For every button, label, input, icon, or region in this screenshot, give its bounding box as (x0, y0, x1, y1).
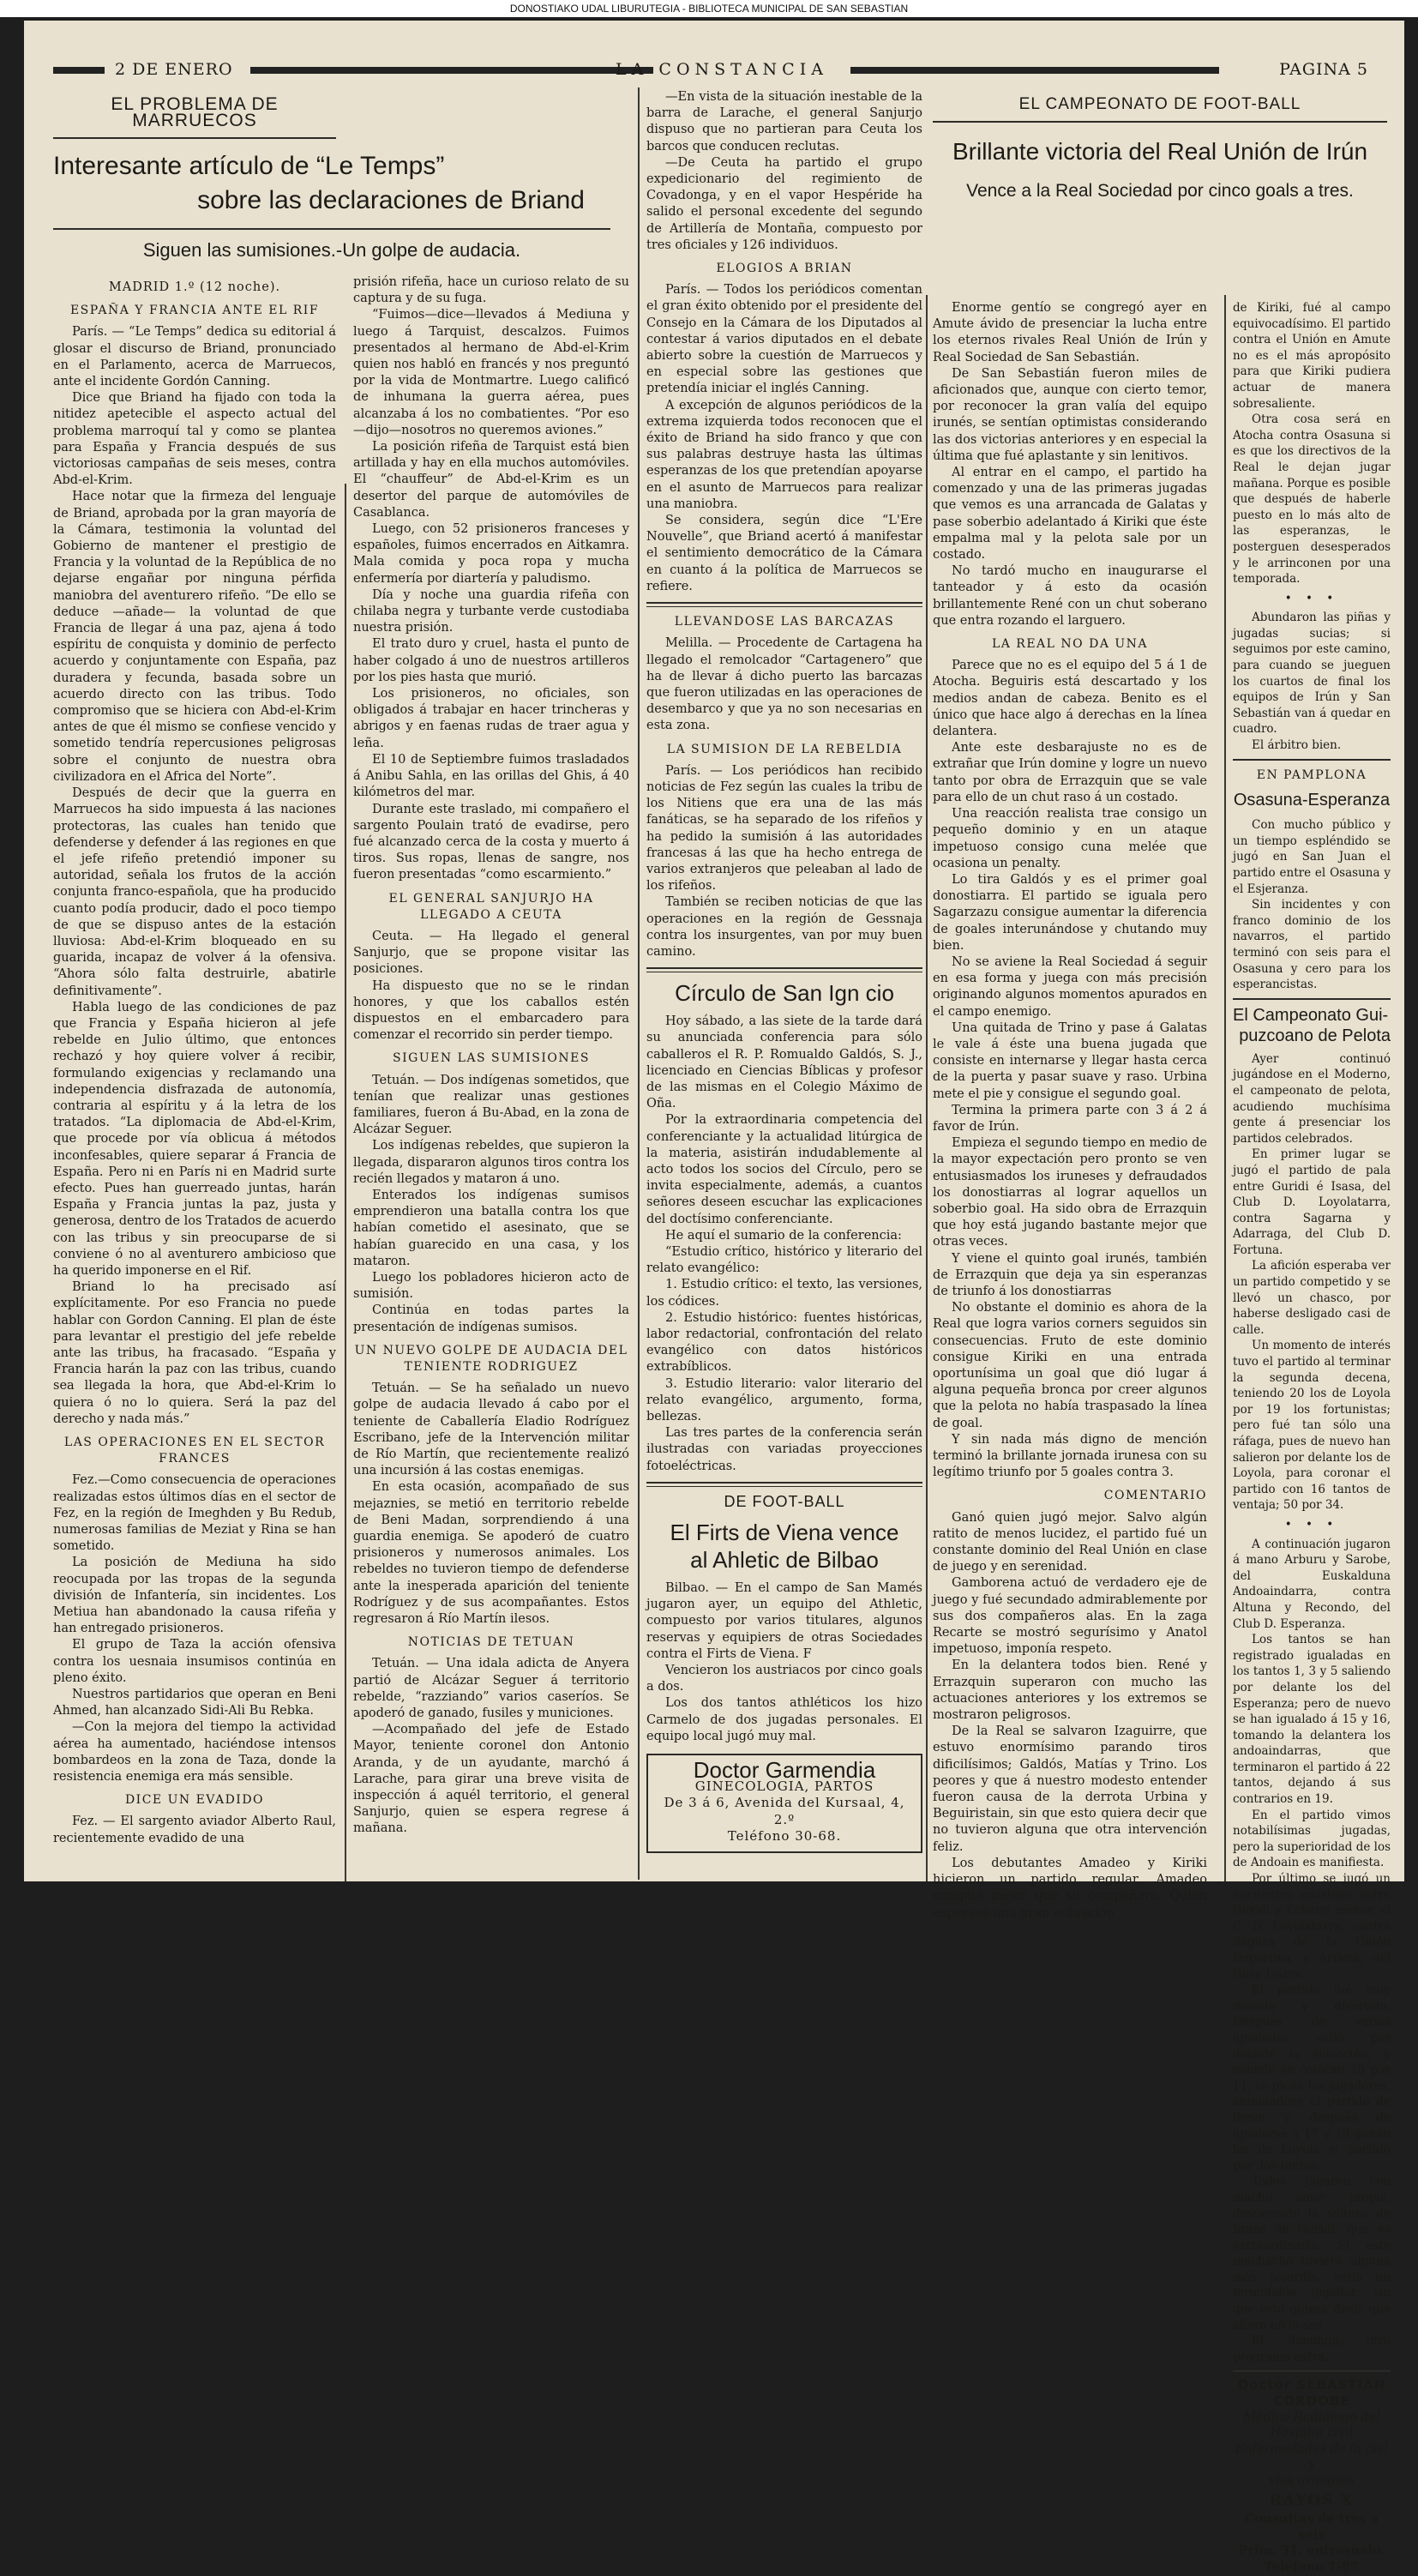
column-1 (53, 274, 336, 1873)
paragraph: El trato duro y cruel, hasta el punto de haber colgado á uno de nuestros artilleros por los pies hasta que murió. (353, 637, 629, 684)
paragraph: Todos jugaron con mucho amor propio, destacando la soltura de brazo de Guridi, que es extraordinaria. Si este muchacho tuviera alguna más picardía, sería un formidable jugador, sin que esto quiera decir que ahora no lo sea. (1233, 2175, 1391, 2332)
paragraph: Enterados los indígenas sumisos emprendieron una batalla contra los que habían cometido el asesinato, que se habían guarecido en una casa, y los mataron. (353, 1188, 629, 1268)
paragraph: “Estudio crítico, histórico y literario del relato evangélico: (646, 1245, 922, 1276)
paragraph: El partido fué muy movido y divertido. Después de varias igualadas salió por delante la selección, y cuando se colocan 16 por 11, se pican los jugadores, animándose el partido de lleno; y después de igualarse á 17 y 18 ganan los de Loyola el partido por dos tantos. (1233, 1983, 1391, 2173)
paragraph: prisión rifeña, hace un curioso relato de su captura y de su fuga. (353, 275, 629, 306)
subheading: LLEVANDOSE LAS BARCAZAS (674, 615, 895, 629)
paragraph: Briand lo ha precisado así explícitamente. Por eso Francia no puede hablar con Gordon Canning. El plan de éste para levantar el prestigio del jefe rebelde ante las tribus, ha fracasado. “España y Francia harán la paz con las tribus, cuando sea llegada la hora, que Abd-el-Krim lo quiera ó no lo quiera. Será la paz del derecho y nada más.” (53, 1280, 336, 1426)
paragraph: Tetuán. — Dos indígenas sometidos, que tenían que realizar unas gestiones familiares, fueron á Bu-Abad, en la zona de Alcázar Seguer. (353, 1073, 629, 1137)
paragraph: No tardó mucho en inaugurarse el tanteador y á esto da ocasión brillantemente René con un chut soberano que entra rozando el larguero. (933, 564, 1207, 628)
section-title: EL PROBLEMA DE MARRUECOS (111, 94, 279, 131)
paragraph: La posición de Mediuna ha sido reocupada por las tropas de la segunda división de Infantería, sin incidentes. Los Metiua han abandonado la causa rifeña y han entregado prisioneros. (53, 1556, 336, 1636)
paragraph: Enorme gentío se congregó ayer en Amute ávido de presenciar la lucha entre los eternos rivales Real Unión de Irún y Real Sociedad de San Sebastián. (933, 301, 1207, 364)
subheading: COMENTARIO (1103, 1489, 1207, 1503)
subheading: ELOGIOS A BRIAN (716, 262, 853, 276)
paragraph: Ceuta. — Ha llegado el general Sanjurjo, que se propone visitar las posiciones. (353, 929, 629, 977)
paragraph: Melilla. — Procedente de Cartagena ha llegado el remolcador “Cartagenero” que ha de llevar á dicho puerto las barcazas que fueron utilizadas en las operaciones de desembarco y que ya no son necesarias en esta zona. (646, 636, 922, 733)
osasuna-headline: Osasuna-Esperanza (1233, 791, 1391, 810)
column-rule (1224, 295, 1226, 1881)
paragraph: Fez.—Como consecuencia de operaciones realizadas estos últimos días en el sector de Fez, en la región de Imeghden y Bu Redub, numerosas familias de Meziat y Rina se han sometido. (53, 1473, 336, 1554)
paragraph: Vencieron los austriacos por cinco goals a dos. (646, 1664, 922, 1694)
paragraph: Por la extraordinaria competencia del conferenciante y la actualidad litúrgica de la materia, asistirán indudablemente al acto todos los socios del Círculo, pero se invita especialmente, además, a cuantos señores deseen escuchar las explicaciones del doctísimo conferenciante. (646, 1113, 922, 1226)
paragraph: 2. Estudio histórico: fuentes históricas, labor redactorial, confrontación del relato evangélico con datos históricos extrabíblicos. (646, 1310, 922, 1375)
divider (646, 1482, 922, 1487)
paragraph: A excepción de algunos periódicos de la extrema izquierda todos reconocen que el éxito de Briand ha sido franco y que con sus palabras destruye hasta las últimas esperanzas de los que pretendían apoyarse en el asunto de Marruecos para realizar una maniobra. (646, 398, 922, 511)
ad-rayos: RAYOS X (1269, 2491, 1355, 2509)
paragraph: Bilbao. — En el campo de San Mamés jugaron ayer, un equipo del Athletic, compuesto por varios titulares, algunos reservas y equipiers de otras Sociedades contra el Firts de Viena. F (646, 1581, 922, 1661)
paragraph: Abundaron las piñas y jugadas sucias; si seguimos por este camino, para cuando se jueguen los cuartos de final los equipos de Irún y San Sebastián van á quedar en cuadro. (1233, 611, 1391, 737)
masthead-date: 2 DE ENERO (115, 60, 233, 79)
paragraph: En el partido vimos notabilísimas jugadas, pero la superioridad de los de Andoain es manifiesta. (1233, 1808, 1391, 1870)
ad-line: Enfermedades de la piel y (1235, 2441, 1389, 2472)
firts-headline-line1: El Firts de Viena vence (670, 1520, 899, 1546)
paragraph: 1. Estudio crítico: el texto, las versiones, los códices. (646, 1278, 922, 1309)
paragraph: Ganó quien jugó mejor. Salvo algún ratito de menos lucidez, el partido fué un constante dominio del Real Unión en clase de juego y en serenidad. (933, 1510, 1207, 1574)
ad-name: Doctor SEBASTIAN CORDOBE (1237, 2377, 1386, 2410)
masthead-rule (850, 67, 1219, 74)
paragraph: “Fuimos—dice—llevados á Mediuna y luego á Tarquist, descalzos. Fuimos presentados al hermano de Abd-el-Krim quien nos habló en francés y nos preguntó por la vida de Montmartre. Luego calificó de inhumana la guerra aérea, pues alcanzaba á los no combatientes. “Por eso—dijo—nosotros no queremos aviones.” (353, 308, 629, 437)
paragraph: Tetuán. — Una idala adicta de Anyera partió de Alcázar Seguer á territorio rebelde, “razziando” varios caseríos. Se apoderó de ganado, fusiles y municiones. (353, 1657, 629, 1721)
paragraph: Una reacción realista trae consigo un pequeño dominio y en un ataque impetuoso consigo cuna melée que ocasiona un penalty. (933, 807, 1207, 870)
paragraph: Otra cosa será en Atocha contra Osasuna si es que los directivos de la Real le dejan jugar mañana. Porque es posible que después de haberle puesto en lo más alto de las esperanzas, le posterguen desesperados y le arrinconen por una temporada. (1233, 412, 1391, 587)
paragraph: En esta ocasión, acompañado de sus mejaznies, se metió en territorio rebelde de Beni Madan, sorprendiendo á una guardia enemiga. Se apoderó de cuatro prisioneros y numerosos animales. Los rebeldes no tuvieron tiempo de defenderse ante la inesperada aparición del teniente Rodríguez y de sus acompañantes. Estos regresaron á Río Martín ilesos. (353, 1480, 629, 1627)
paragraph: Ayer continuó jugándose en el Moderno, el campeonato de pelota, acudiendo muchísima gente á presenciar los partidos celebrados. (1233, 1051, 1391, 1146)
paragraph: He aquí el sumario de la conferencia: (665, 1228, 902, 1243)
paragraph: Con mucho público y un tiempo espléndido se jugó en San Juan el partido entre el Osasuna y el Esjeranza. (1233, 818, 1391, 896)
masthead (53, 58, 1391, 84)
paragraph: Después de decir que la guerra en Marruecos ha sido impuesta á las naciones protectoras, las cuales han tenido que defenderse y defender á las regiones en que el jefe rifeño pretendió imponer su autoridad, señala los frutos de la acción conjunta franco-española, que ha producido cuanto podía producir, dado el poco tiempo de que se dispuso antes de la estación lluviosa: Abd-el-Krim bloqueado en su guarida, incapaz de volver á la ofensiva. “Ahora sólo falta destruirle, abatirle definitivamente”. (53, 786, 336, 998)
paragraph: Una quitada de Trino y pase á Galatas le vale á éste una buena jugada que consiste en internarse y llegar hasta cerca de la puerta y pasar suave y raso. Urbina mete el pie y consigue el segundo goal. (933, 1020, 1207, 1101)
paragraph: Hace notar que la firmeza del lenguaje de Briand, aprobada por la gran mayoría de la Cámara, testimonia la voluntad del Gobierno de mantener el prestigio de Francia y la voluntad de la República de no dejarse engañar por ninguna pérfida maniobra del aventurero rifeño. “De ello se deduce —añade— la voluntad de que Francia de llegar á una paz, ajena á todo espíritu de conquista y dominio de perfecto acuerdo y conjuntamente con España, paz duradera y fecunda, basada sobre un acuerdo directo con las tribus. Todo compromiso que se hiciera con Abd-el-Krim antes de que él mismo se confiese vencido y sometido tendría repercusiones peligrosas sobre el conjunto de nuestra obra civilizadora en el Africa del Norte”. (53, 490, 336, 784)
pelota-headline-line2: puzcoano de Pelota (1239, 1026, 1391, 1045)
cordobe-ad (1233, 2377, 1391, 2575)
ornament: • • • (1284, 591, 1339, 605)
paragraph: De San Sebastián fueron miles de aficionados que, aunque con cierto temor, por reconocer la gran valía del equipo irunés, se sentían optimistas considerando las dos victorias anteriores y en especial la última que fué aplastante y sin lenitivos. (933, 366, 1207, 463)
paragraph: —Con la mejora del tiempo la actividad aérea ha aumentado, haciéndose intensos bombardeos en la zona de Taza, donde la resistencia enemiga era más sensible. (53, 1720, 336, 1785)
paragraph: Sin incidentes y con franco dominio de los navarros, el partido terminó con seis para el Osasuna y cero para los esperancistas. (1233, 898, 1391, 992)
headline-line1: Interesante artículo de “Le Temps” (53, 152, 445, 181)
paragraph: Las tres partes de la conferencia serán ilustradas con variadas proyecciones fotoeléctricas. (646, 1426, 922, 1473)
paragraph: Durante este traslado, mi compañero el sargento Poulain trató de evadirse, pero fué alcanzado cerca de la costa y muerto á tiros. Sus ropas, llenas de sangre, nos fueron presentadas “como escarmiento.” (353, 802, 629, 882)
football-header (933, 89, 1387, 295)
ornament: • • • (1284, 1517, 1339, 1532)
paragraph: Nuestros partidarios que operan en Beni Ahmed, han alcanzado Sidi-Ali Bu Rebka. (53, 1688, 336, 1718)
marruecos-header (53, 89, 629, 269)
paragraph: Día y noche una guardia rifeña con chilaba negra y turbante verde custodiaba nuestra prisión. (353, 587, 629, 635)
divider (1233, 998, 1391, 1000)
ad-line: Consultas de tres a seis (1245, 2512, 1379, 2543)
divider (933, 121, 1387, 123)
paragraph: París. — “Le Temps” dedica su editorial á glosar el discurso de Briand, pronunciado en el Parlamento, acerca de Marruecos, ante el incidente Gordón Canning. (53, 325, 336, 389)
subheading: DICE UN EVADIDO (124, 1793, 265, 1808)
subheading: ESPAÑA Y FRANCIA ANTE EL RIF (69, 304, 320, 318)
divider (646, 602, 922, 607)
divider (646, 967, 922, 972)
paragraph: París. — Todos los periódicos comentan el gran éxito obtenido por el presidente del Consejo en la Cámara de los Diputados al contestar á varios diputados en el debate abierto sobre la cuestión de Marruecos y en especial sobre las gestiones que pretendía iniciar el inglés Canning. (646, 283, 922, 396)
ad-line: Teléfono 30-68. (727, 1827, 842, 1844)
ad-line: Prim, 31, entresuelo. Teléfono 1-87 (1238, 2543, 1385, 2574)
subheading: UN NUEVO GOLPE DE AUDACIA DEL TENIENTE RODRIGUEZ (354, 1343, 628, 1374)
column-rule (638, 87, 640, 1880)
paragraph: Luego los pobladores hicieron acto de sumisión. (353, 1270, 629, 1302)
paragraph: Gamborena actuó de verdadero eje de juego y fué secundado admirablemente por sus dos compañeros alas. En la zaga Recarte se mostró segurísimo y Anatol impetuoso, imponía respeto. (933, 1576, 1207, 1657)
circulo-headline: Círculo de San Ign cio (675, 980, 894, 1007)
paragraph: En la delantera todos bien. René y Errazquin superaron con mucho las actuaciones anteriores y los extremos se mostraron peligrosos. (933, 1658, 1207, 1723)
paragraph: La afición esperaba ver un partido competido y se llevó un chasco, por haberse desligado casi de calle. (1233, 1259, 1391, 1337)
paragraph: De la Real se salvaron Izaguirre, que estuvo enormísimo parando tiros dificilísimos; Galdós, Matías y Trino. Los peores y que á nuestro modesto entender fueron causa de la derrota Urbina y Beguiristain, sin que esto quiera decir que no tuvieron alguna que otra intervención feliz. (933, 1724, 1207, 1854)
paragraph: de Kiriki, fué al campo equivocadísimo. El partido contra el Unión en Amute no es el más apropósito para que Kiriki pudiera actuar de manera sobresaliente. (1233, 301, 1391, 411)
football-subheadline: Vence a la Real Sociedad por cinco goals a tres. (966, 181, 1354, 202)
ad-line: Médico Radiólogo del Hospital civil (1243, 2410, 1380, 2441)
column-5 (1233, 300, 1391, 2574)
ad-name: Doctor Garmendia (693, 1757, 876, 1784)
column-2 (353, 274, 629, 1873)
newspaper-page (24, 21, 1404, 2574)
paragraph: —De Ceuta ha partido el grupo expedicionario del regimiento de Covadonga, y en el vapor Hespéride ha salido el personal excedente del segundo de Artillería de Montaña, compuesto por tres oficiales y 126 individuos. (646, 155, 922, 252)
paragraph: El 10 de Septiembre fuimos trasladados á Anibu Sahla, en las orillas del Ghis, á 40 kilómetros del mar. (353, 752, 629, 800)
paragraph: —En vista de la situación inestable de la barra de Larache, el general Sanjurjo dispuso que no partieran para Ceuta los barcos que conducen reclutas. (646, 90, 922, 153)
column-rule (345, 484, 346, 1881)
paragraph: El árbitro bien. (1252, 738, 1342, 753)
paragraph: Hoy sábado, a las siete de la tarde dará su anunciada conferencia para sólo caballeros el R. P. Romualdo Galdós, S. J., licenciado en Ciencias Bíblicas y profesor de las mismas en el Colegio Máximo de Oña. (646, 1014, 922, 1111)
paragraph: Habla luego de las condiciones de paz que Francia y España hicieron al jefe rebelde en Julio último, que entonces rechazó y hoy quiere volver á recibir, formulando exigencias y reclamando una independencia disfrazada de autonomía, contraria al espíritu y á la letra de los tratados. “La diplomacia de Abd-el-Krim, que procede por vía oblicua á métodos inconfesables, quiere separar á Francia de España. Pero ni en París ni en Madrid surte efecto. Pues han guerreado juntas, harán España y Francia juntas la paz, justa y generosa, dentro de los Tratados de acuerdo con las tribus y sin preocuparse de si conviene ó no al aventurero ambicioso que ha querido imponerse en el Rif. (53, 1000, 336, 1278)
paragraph: Luego, con 52 prisioneros franceses y españoles, fuimos encerrados en Aitkamra. Mala comida y poca ropa y mucha enfermería por diartería y paludismo. (353, 522, 629, 586)
paragraph: Fez. — El sargento aviador Alberto Raul, recientemente evadido de una (53, 1815, 336, 1845)
subheadline: Siguen las sumisiones.-Un golpe de audacia. (142, 239, 521, 262)
paragraph: Al entrar en el campo, el partido ha comenzado y una de las primeras jugadas que vemos es una arrancada de Galatas y pase soberbio adelantado á Kiriki que éste empalma mal y la pelota sale por un costado. (933, 466, 1207, 563)
paragraph: —Acompañado del jefe de Estado Mayor, teniente coronel don Antonio Aranda, y de un ayudante, marchó á Larache, para girar una breve visita de inspección á aquél territorio, el general Sanjurjo, quien se espera regrese á mañana. (353, 1723, 629, 1836)
paragraph: Los indígenas rebeldes, que supieron la llegada, dispararon algunos tiros contra los recién llegados y mataron á uno. (353, 1139, 629, 1186)
paragraph: Dice que Briand ha fijado con toda la nitidez apetecible el aspecto actual del problema marroquí tal y como se plantea para España y Francia después de sus victoriosas campañas de seis meses, contra Abd-el-Krim. (53, 391, 336, 488)
paragraph: Los prisioneros, no oficiales, son obligados á trabajar en hacer trincheras y abrigos y en faenas rudas de traer agua y leña. (353, 687, 629, 750)
section-title: EL CAMPEONATO DE FOOT-BALL (1018, 95, 1301, 113)
paragraph: París. — Los periódicos han recibido noticias de Fez según las cuales la tribu de los Nitiens que era una de las más fanáticas, se ha separado de los rifeños y ha pedido la sumisión á las autoridades francesas á las que ha hecho entrega de varios extranjeros que peleaban al lado de los rifeños. (646, 763, 922, 894)
divider (1233, 759, 1391, 761)
ad-line: GINECOLOGIA, PARTOS (694, 1779, 874, 1795)
subheading: EL GENERAL SANJURJO HA LLEGADO A CEUTA (388, 891, 594, 922)
section-title: DE FOOT-BALL (724, 1492, 845, 1510)
paragraph: Se considera, según dice “L'Ere Nouvelle”, que Briand acertó á manifestar el sentimiento democrático de la Cámara en cuanto á la política de Marruecos se refiere. (646, 514, 922, 593)
paragraph: Un momento de interés tuvo el partido al terminar la segunda decena, teniendo 20 los de Loyola por 19 los fortunistas; pero fué tan sólo una ráfaga, pues de nuevo han salieron por delante los de Loyola, para coronar el partido con 16 tantos de ventaja; 50 por 34. (1233, 1339, 1391, 1513)
paragraph: Lo tira Galdós y es el primer goal donostiarra. El partido se iguala pero Sagarzazu consigue aumentar la diferencia de goales interunándose y chutando muy bien. (933, 872, 1207, 953)
paragraph: En primer lugar se jugó el partido de pala entre Guridi é Isasa, del Club D. Loyolatarra, contra Sagarna y Adarraga, del Club D. Fortuna. (1233, 1147, 1391, 1257)
paragraph: No obstante el dominio es ahora de la Real que logra varios corners seguidos sin consecuencias. Fruto de este dominio consigue Kiriki en una entrada oportunísima un goal que dió lugar á alguna pequeña bronca por creer algunos que la pelota no había traspasado la línea de goal. (933, 1301, 1207, 1430)
football-headline: Brillante victoria del Real Unión de Irún (952, 138, 1368, 166)
subheading: EN PAMPLONA (1256, 767, 1367, 782)
paragraph: Parece que no es el equipo del 5 á 1 de Atocha. Beguiris está descartado y los medios andan de cabeza. Benito es el único que hace algo á derechas en la línea delantera. (933, 659, 1207, 739)
subheading: LAS OPERACIONES EN EL SECTOR FRANCES (63, 1435, 326, 1466)
divider (53, 228, 610, 230)
column-4 (933, 300, 1207, 1920)
paragraph: Por último se jugó un encuentro amistoso entre Guridi y Echarri menor, el C. D. Loyolatarra, contra Segura de la Unión Deportiva, y Arrieta, del Gure Izarra. (1233, 1872, 1391, 1982)
subheading: LA SUMISION DE LA REBELDIA (666, 742, 903, 756)
archive-header: DONOSTIAKO UDAL LIBURUTEGIA - BIBLIOTECA MUNICIPAL DE SAN SEBASTIAN (0, 0, 1418, 17)
column-rule (926, 295, 928, 1881)
paragraph: A continuación jugaron á mano Arburu y Sarobe, del Euskalduna Andoaindarra, contra Altuna y Recondo, del Club D. Esperanza. (1233, 1537, 1391, 1631)
masthead-page: PAGINA 5 (1279, 60, 1368, 79)
paragraph: Los tantos se han registrado igualadas en los tantos 1, 3 y 5 saliendo por delante los del Esperanza; pero de nuevo se han igualado á 15 y 16, tomando la delantera los andoaindarras, que terminaron el partido á 22 tantos, dejando á sus contrarios en 19. (1233, 1633, 1391, 1807)
paragraph: La posición rifeña de Tarquist está bien artillada y hay en ella muchos automóviles. El “chauffeur” de Abd-el-Krim es un desertor del parque de automóviles de Casablanca. (353, 440, 629, 520)
paragraph: Termina la primera parte con 3 á 2 á favor de Irún. (933, 1103, 1207, 1134)
paragraph: Ante este desbarajuste no es de extrañar que Irún domine y logre un nuevo tanto por obra de Errazquin que se vale para ello de un chut raso á un costado. (933, 741, 1207, 804)
paragraph: Los dos tantos athléticos los hizo Carmelo de dos jugadas personales. El equipo local jugó muy mal. (646, 1696, 922, 1743)
ad-line: De 3 á 6, Avenida del Kursaal, 4, 2.º (664, 1795, 905, 1827)
headline-line2: sobre las declaraciones de Briand (197, 186, 585, 215)
paragraph: No se aviene la Real Sociedad á seguir en esa forma y juega con más precisión originando algunos momentos apurados en el campo enemigo. (933, 954, 1207, 1019)
paragraph: 3. Estudio literario: valor literario del relato evangélico, argumento, forma, bellezas. (646, 1376, 922, 1424)
divider (1233, 2370, 1391, 2372)
garmendia-ad (646, 1754, 922, 1853)
ad-line: vías urinarias (1268, 2474, 1355, 2488)
masthead-title: LA CONSTANCIA (616, 60, 828, 79)
dateline: MADRID 1.º (12 noche). (108, 280, 281, 294)
paragraph: Y viene el quinto goal irunés, también de Errazquin que deja ya sin esperanzas de triunfo á los donostiarras (933, 1251, 1207, 1298)
subheading: LA REAL NO DA UNA (991, 637, 1149, 652)
subheading: NOTICIAS DE TETUAN (407, 1635, 575, 1650)
divider (53, 137, 336, 139)
paragraph: Tetuán. — Se ha señalado un nuevo golpe de audacia llevado á cabo por el teniente de Caballería Eladio Rodríguez Escribano, jefe de la Intervención militar de Río Martín, que recientemente realizó una incursión á las costas enemigas. (353, 1381, 629, 1478)
paragraph: El domingo, otro programa extra. (1233, 2334, 1391, 2364)
firts-headline-line2: al Ahletic de Bilbao (690, 1547, 879, 1574)
paragraph: Ha dispuesto que no se le rindan honores, y que los caballos estén dispuestos en el embarcadero para comenzar el recorrido sin perder tiempo. (353, 978, 629, 1043)
paragraph: Continúa en todas partes la presentación de indígenas sumisos. (353, 1303, 629, 1334)
pelota-headline-line1: El Campeonato Gui- (1233, 1005, 1389, 1025)
paragraph: El grupo de Taza la acción ofensiva contra los uesnaia insumisos continúa en pleno éxito. (53, 1638, 336, 1685)
paragraph: También se reciben noticias de que las operaciones en la región de Gessnaja contra los insurgentes, van por muy buen camino. (646, 895, 922, 959)
paragraph: Y sin nada más digno de mención terminó la brillante jornada irunesa con su legítimo triunfo por 5 goales contra 3. (933, 1432, 1207, 1480)
paragraph: Los debutantes Amadeo y Kiriki hicieron un partido regular, Amadeo cumplió mejor que su compañero. Quien esperase una gran actuación (933, 1856, 1207, 1920)
paragraph: Empieza el segundo tiempo en medio de la mayor expectación pero pronto se ven entusiasmados los iruneses y defraudados los donostiarras al lograr aquellos un soberbio goal. Ha sido obra de Errazquin que hoy está jugando bastante mejor que otras veces. (933, 1136, 1207, 1249)
subheading: SIGUEN LAS SUMISIONES (393, 1051, 590, 1066)
column-3 (646, 89, 922, 1873)
